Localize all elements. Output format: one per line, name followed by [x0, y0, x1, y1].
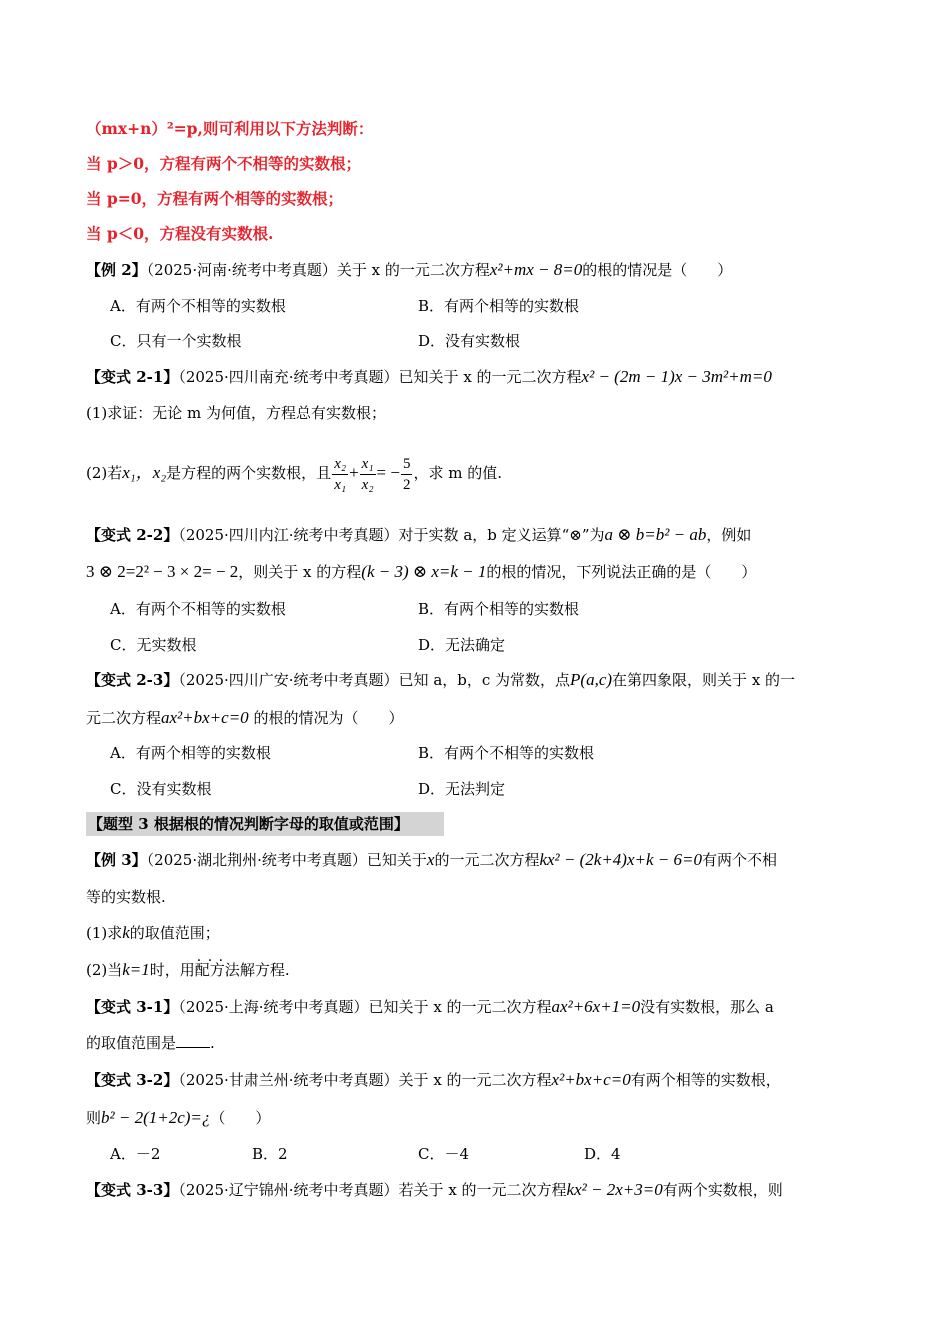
example-2-option-c[interactable]: C．只有一个实数根 [110, 332, 242, 350]
variant-2-2-definition: a ⊗ b=b² − ab [604, 525, 707, 544]
variant-3-3-text: 若关于 x 的一元二次方程 [398, 1181, 567, 1199]
variant-2-3-tag: 【变式 2-3】 [86, 671, 179, 689]
variant-2-2-tag: 【变式 2-2】 [86, 526, 179, 544]
example-3-text: 已知关于 [366, 851, 427, 869]
variant-2-3-option-d[interactable]: D．无法判定 [418, 780, 506, 798]
variant-3-2-option-c[interactable]: C．－4 [418, 1145, 470, 1163]
variant-2-2-option-a[interactable]: A．有两个不相等的实数根 [110, 600, 286, 618]
variant-2-2-equation: (k − 3) ⊗ x=k − 1 [361, 562, 487, 581]
variant-2-2-text-end: ，例如 [706, 526, 752, 544]
variant-3-3-text-end: 有两个实数根，则 [662, 1181, 783, 1199]
variant-2-1-part-2-end: ，求 m 的值. [413, 464, 502, 482]
variant-2-3-source: （2025·四川广安·统考中考真题） [178, 671, 399, 689]
variant-3-2-option-b[interactable]: B．2 [252, 1145, 288, 1163]
variant-3-2-text: 关于 x 的一元二次方程 [398, 1071, 552, 1089]
variant-3-2-line-2-text: 则 [86, 1109, 102, 1127]
example-3-part-1-prefix: (1)求 [86, 924, 123, 942]
variant-2-1-part-2: (2)若x₁，x₂是方程的两个实数根，且 $\frac{\text{x₂}}{\text{x₁}}$ + $\frac{\text{x₁}}{\text{x₂}}$ = − $\frac{5}{2}$ ，求 m 的值. [86, 455, 502, 493]
variant-3-2-expression: b² − 2(1+2c)=¿ [101, 1108, 211, 1127]
variant-3-2-line-2 [86, 1106, 270, 1130]
variant-2-3-text-end: 在第四象限，则关于 x 的一 [612, 671, 796, 689]
variant-3-1-tag: 【变式 3-1】 [86, 998, 179, 1016]
rule-line-3: 当 p=0，方程有两个相等的实数根； [86, 189, 344, 208]
variant-2-1-question [86, 365, 772, 389]
rule-line-2: 当 p＞0，方程有两个不相等的实数根； [86, 154, 362, 173]
variant-2-1-tag: 【变式 2-1】 [86, 368, 179, 386]
variant-2-2-line-2-end: 的根的情况，下列说法正确的是（ ） [486, 563, 757, 581]
example-3-part-2-text: 时，用 [149, 961, 195, 979]
example-3-equation: kx² − (2k+4)x+k − 6=0 [539, 850, 702, 869]
variant-2-2-line-2 [86, 560, 756, 584]
variant-2-3-option-b[interactable]: B．有两个不相等的实数根 [418, 744, 595, 762]
variant-2-2-option-b[interactable]: B．有两个相等的实数根 [418, 600, 580, 618]
example-2-equation: x²+mx − 8=0 [489, 260, 583, 279]
example-3-part-2 [86, 958, 290, 982]
variant-3-1-line-2-text: 的取值范围是 [86, 1034, 177, 1052]
example-3-question: 【例 3】（2025·湖北荆州·统考中考真题）已知关于x的一元二次方程kx² − (2k+4)x+k − 6=0有两个不相 [86, 850, 777, 869]
fraction-x2-over-x1: $\frac{\text{x₂}}{\text{x₁}}$ [334, 455, 347, 493]
variant-2-3-point: P(a,c) [570, 670, 613, 689]
variant-3-2-line-2-end: （ ） [210, 1109, 271, 1127]
variant-3-2-tag: 【变式 3-2】 [86, 1071, 179, 1089]
variant-2-1-part-1: (1)求证：无论 m 为何值，方程总有实数根； [86, 404, 387, 422]
example-2-question [86, 258, 732, 282]
variant-2-1-equation: x² − (2m − 1)x − 3m²+m=0 [581, 367, 772, 386]
variant-3-1-text: 已知关于 x 的一元二次方程 [368, 998, 552, 1016]
example-3-tag: 【例 3】 [86, 851, 147, 869]
variant-3-2-equation: x²+bx+c=0 [551, 1070, 631, 1089]
example-3-part-2-equation: k=1 [122, 960, 150, 979]
variant-2-3-option-c[interactable]: C．没有实数根 [110, 780, 212, 798]
variant-3-3-tag: 【变式 3-3】 [86, 1181, 179, 1199]
variant-2-1-roots: x₁，x₂ [122, 463, 167, 482]
variant-3-1-text-end: 没有实数根，那么 a [640, 998, 774, 1016]
variant-3-2-source: （2025·甘肃兰州·统考中考真题） [178, 1071, 399, 1089]
variant-2-2-example-equation: 3 ⊗ 2=2² − 3 × 2= − 2 [86, 562, 239, 581]
rule-line-1: （mx+n）²=p,则可利用以下方法判断： [86, 119, 374, 138]
section-3-heading: 【题型 3 根据根的情况判断字母的取值或范围】 [86, 812, 444, 836]
answer-blank[interactable] [176, 1033, 210, 1048]
variant-2-2-option-d[interactable]: D．无法确定 [418, 636, 506, 654]
variant-2-1-part-2-text: 是方程的两个实数根，且 [166, 464, 332, 482]
example-2-source: （2025·河南·统考中考真题） [146, 261, 337, 279]
example-2-option-d[interactable]: D．没有实数根 [418, 332, 521, 350]
variant-2-3-line-2-end: 的根的情况为（ ） [248, 709, 404, 727]
rule-line-4: 当 p＜0，方程没有实数根. [86, 224, 274, 243]
example-3-text-end: 有两个不相 [701, 851, 777, 869]
variant-3-1-question [86, 995, 774, 1019]
fraction-x1-over-x2: $\frac{\text{x₁}}{\text{x₂}}$ [361, 455, 374, 493]
variant-2-2-option-c[interactable]: C．无实数根 [110, 636, 197, 654]
variant-2-3-question [86, 668, 795, 692]
example-3-text-2: 的一元二次方程 [434, 851, 540, 869]
example-3-part-1: (1)求k的取值范围； [86, 923, 220, 942]
variant-2-3-equation: ax²+bx+c=0 [161, 708, 249, 727]
example-3-source: （2025·湖北荆州·统考中考真题） [146, 851, 367, 869]
variant-3-2-text-end: 有两个相等的实数根， [630, 1071, 781, 1089]
variant-3-3-equation: kx² − 2x+3=0 [566, 1180, 663, 1199]
example-3-part-2-end: 解方程. [239, 961, 290, 979]
example-2-tag: 【例 2】 [86, 261, 147, 279]
variant-3-2-option-a[interactable]: A．－2 [110, 1145, 161, 1163]
variant-2-3-line-2-text: 元二次方程 [86, 709, 162, 727]
example-2-option-a[interactable]: A．有两个不相等的实数根 [110, 297, 286, 315]
example-3-part-2-prefix: (2)当 [86, 961, 123, 979]
example-3-part-1-text: 的取值范围； [129, 924, 220, 942]
variant-3-1-equation: ax²+6x+1=0 [551, 997, 641, 1016]
variant-2-3-line-2 [86, 706, 403, 730]
variant-3-2-option-d[interactable]: D．4 [584, 1145, 621, 1163]
variant-3-1-source: （2025·上海·统考中考真题） [178, 998, 369, 1016]
variant-3-3-source: （2025·辽宁锦州·统考中考真题） [178, 1181, 399, 1199]
variant-2-3-option-a[interactable]: A．有两个相等的实数根 [110, 744, 271, 762]
variant-2-1-source: （2025·四川南充·统考中考真题） [178, 368, 399, 386]
fraction-5-over-2: $\frac{5}{2}$ [402, 455, 411, 493]
example-2-option-b[interactable]: B．有两个相等的实数根 [418, 297, 580, 315]
variant-2-2-line-2-text: ，则关于 x 的方程 [238, 563, 362, 581]
variant-2-1-text: 已知关于 x 的一元二次方程 [398, 368, 582, 386]
example-2-text-end: 的根的情况是（ ） [582, 261, 733, 279]
emphasis-dotted-text: 配方法 · · · [195, 961, 240, 979]
variant-2-1-part-2-prefix: (2)若 [86, 464, 123, 482]
example-2-text: 关于 x 的一元二次方程 [336, 261, 490, 279]
variant-3-1-line-2: 的取值范围是 . [86, 1034, 215, 1052]
variant-2-2-source: （2025·四川内江·统考中考真题） [178, 526, 399, 544]
variant-2-3-text: 已知 a，b，c 为常数，点 [398, 671, 571, 689]
variant-2-2-text: 对于实数 a，b 定义运算“⊗”为 [398, 526, 605, 544]
variant-3-2-question [86, 1068, 781, 1092]
variant-2-2-question [86, 523, 751, 547]
example-3-line-2: 等的实数根. [86, 888, 166, 906]
variant-3-3-question [86, 1178, 783, 1202]
